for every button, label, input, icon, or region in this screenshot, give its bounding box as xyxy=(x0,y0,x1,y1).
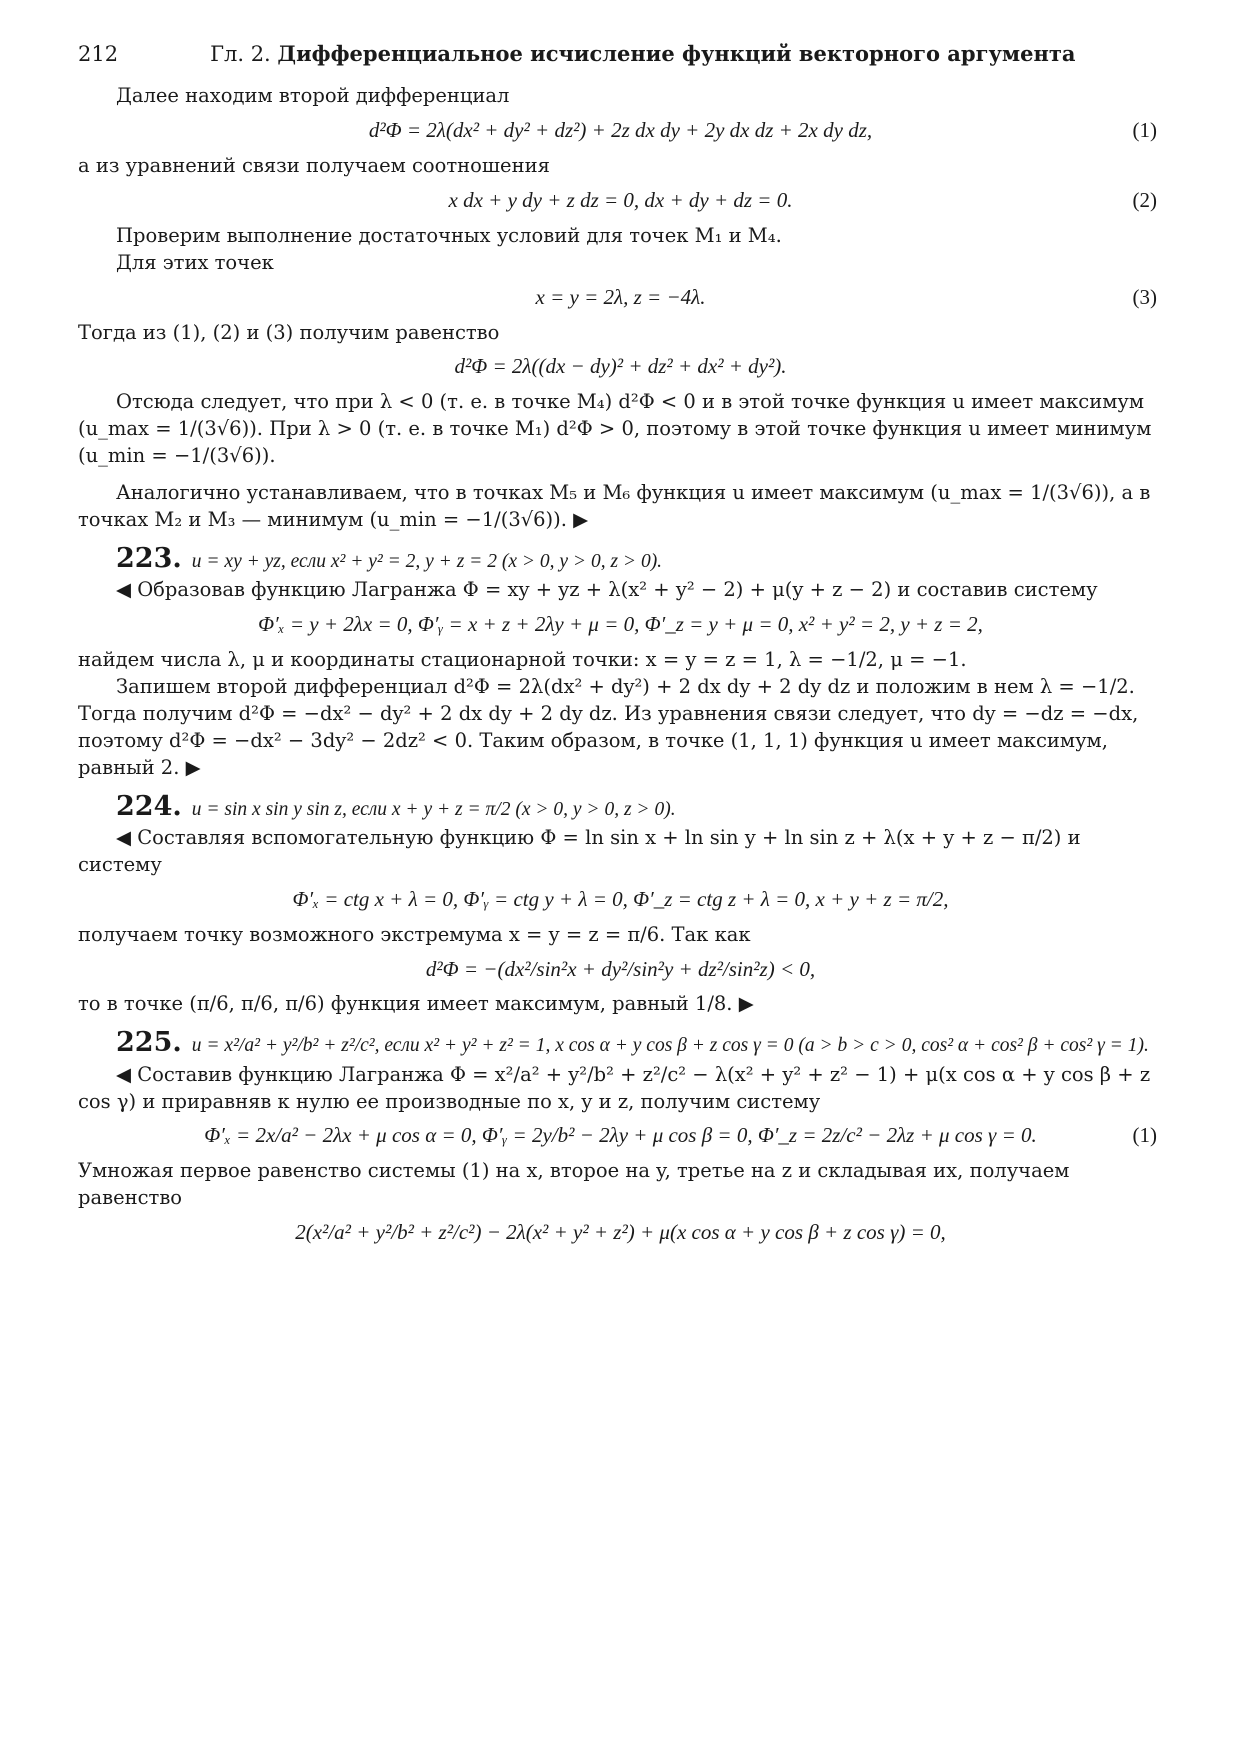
equation-number: (1) xyxy=(1132,1123,1157,1148)
equation xyxy=(78,885,1163,914)
equation xyxy=(78,186,1163,215)
page-number: 212 xyxy=(78,42,119,66)
equation xyxy=(78,1218,1163,1247)
problem-text: u = sin x sin y sin z, если x + y + z = π/2 (x > 0, y > 0, z > 0). xyxy=(191,798,676,820)
equation xyxy=(78,955,1163,984)
chapter-label: Гл. 2. xyxy=(210,42,271,66)
problem-number: 225. xyxy=(116,1027,182,1059)
equation-body: Φ′ₓ = y + 2λx = 0, Φ′ᵧ = x + z + 2λy + μ = 0, Φ′_z = y + μ = 0, x² + y² = 2, y + z = 2, xyxy=(258,612,983,637)
equation-body: d²Φ = 2λ(dx² + dy² + dz²) + 2z dx dy + 2y dx dz + 2x dy dz, xyxy=(368,117,873,142)
equation-body: 2(x²/a² + y²/b² + z²/c²) − 2λ(x² + y² + z²) + μ(x cos α + y cos β + z cos γ) = 0, xyxy=(295,1220,946,1245)
chapter-title: Дифференциальное исчисление функций векторного аргумента xyxy=(277,41,1076,66)
equation xyxy=(78,283,1163,312)
equation-body: x = y = 2λ, z = −4λ. xyxy=(535,284,706,309)
problem-text: u = xy + yz, если x² + y² = 2, y + z = 2 (x > 0, y > 0, z > 0). xyxy=(191,550,663,572)
problem-statement xyxy=(78,788,1163,825)
paragraph: Тогда из (1), (2) и (3) получим равенство xyxy=(78,320,500,344)
equation-number: (2) xyxy=(1132,187,1157,212)
paragraph: Отсюда следует, что при λ < 0 (т. е. в точке M₄) d²Φ < 0 и в этой точке функция u имеет максимум (u_max = 1/(3√6)). При λ > 0 (т. е. в точке M₁) d²Φ > 0, поэтому в этой точке функция u имеет минимум (u_min = −1/(3√6)). xyxy=(78,390,1152,468)
paragraph: ◀ Составив функцию Лагранжа Φ = x²/a² + y²/b² + z²/c² − λ(x² + y² + z² − 1) + μ(x cos α + y cos β + z cos γ) и приравняв к нулю ее производные по x, y и z, получим систему xyxy=(78,1062,1151,1113)
paragraph: Запишем второй дифференциал d²Φ = 2λ(dx² + dy²) + 2 dx dy + 2 dy dz и положим в нем λ = −1/2. Тогда получим d²Φ = −dx² − dy² + 2 dx dy + 2 dy dz. Из уравнения связи следует, что dy = −dz = −dx, поэтому d²Φ = −dx² − 3dy² − 2dz² < 0. Таким образом, в точке (1, 1, 1) функция u имеет максимум, равный 2. ▶ xyxy=(78,674,1139,779)
problem-number: 224. xyxy=(116,790,182,822)
equation-body: Φ′ₓ = ctg x + λ = 0, Φ′ᵧ = ctg y + λ = 0, Φ′_z = ctg z + λ = 0, x + y + z = π/2, xyxy=(292,886,949,911)
equation-body: d²Φ = −(dx²/sin²x + dy²/sin²y + dz²/sin²z) < 0, xyxy=(425,956,816,981)
paragraph: найдем числа λ, μ и координаты стационарной точки: x = y = z = 1, λ = −1/2, μ = −1. xyxy=(78,648,967,672)
paragraph: ◀ Образовав функцию Лагранжа Φ = xy + yz + λ(x² + y² − 2) + μ(y + z − 2) и составив систему xyxy=(116,578,1098,602)
problem-statement xyxy=(78,540,1163,577)
equation-number: (1) xyxy=(1132,117,1157,142)
paragraph: Далее находим второй дифференциал xyxy=(116,83,510,107)
problem-statement xyxy=(78,1024,1163,1061)
problem-number: 223. xyxy=(116,542,182,574)
spacer xyxy=(78,470,1163,480)
paragraph: Аналогично устанавливаем, что в точках M₅ и M₆ функция u имеет максимум (u_max = 1/(3√6)), а в точках M₂ и M₃ — минимум (u_min = −1/(3√6)). ▶ xyxy=(78,481,1151,531)
equation xyxy=(78,610,1163,639)
equation-body: Φ′ₓ = 2x/a² − 2λx + μ cos α = 0, Φ′ᵧ = 2y/b² − 2λy + μ cos β = 0, Φ′_z = 2z/c² − 2λz + μ cos γ = 0. xyxy=(204,1123,1037,1148)
page-header xyxy=(78,40,1163,69)
equation-number: (3) xyxy=(1132,284,1157,309)
equation xyxy=(78,1121,1163,1150)
paragraph: ◀ Составляя вспомогательную функцию Φ = ln sin x + ln sin y + ln sin z + λ(x + y + z − π/2) и систему xyxy=(78,825,1081,876)
paragraph: Проверим выполнение достаточных условий для точек M₁ и M₄. xyxy=(116,223,782,247)
problem-text: u = x²/a² + y²/b² + z²/c², если x² + y² + z² = 1, x cos α + y cos β + z cos γ = 0 (a > b > c > 0, cos² α + cos² β + cos² γ = 1). xyxy=(191,1035,1149,1057)
paragraph: Умножая первое равенство системы (1) на x, второе на y, третье на z и складывая их, получаем равенство xyxy=(78,1159,1070,1210)
running-title xyxy=(210,40,1075,69)
paragraph: Для этих точек xyxy=(116,250,274,274)
equation xyxy=(78,116,1163,145)
equation xyxy=(78,352,1163,381)
equation-body: d²Φ = 2λ((dx − dy)² + dz² + dx² + dy²). xyxy=(454,354,787,379)
page-content xyxy=(78,83,1163,1247)
paragraph: получаем точку возможного экстремума x = y = z = π/6. Так как xyxy=(78,922,751,946)
paragraph: а из уравнений связи получаем соотношения xyxy=(78,153,550,177)
paragraph: то в точке (π/6, π/6, π/6) функция имеет максимум, равный 1/8. ▶ xyxy=(78,992,754,1016)
equation-body: x dx + y dy + z dz = 0, dx + dy + dz = 0. xyxy=(448,187,793,212)
page xyxy=(78,40,1163,1255)
